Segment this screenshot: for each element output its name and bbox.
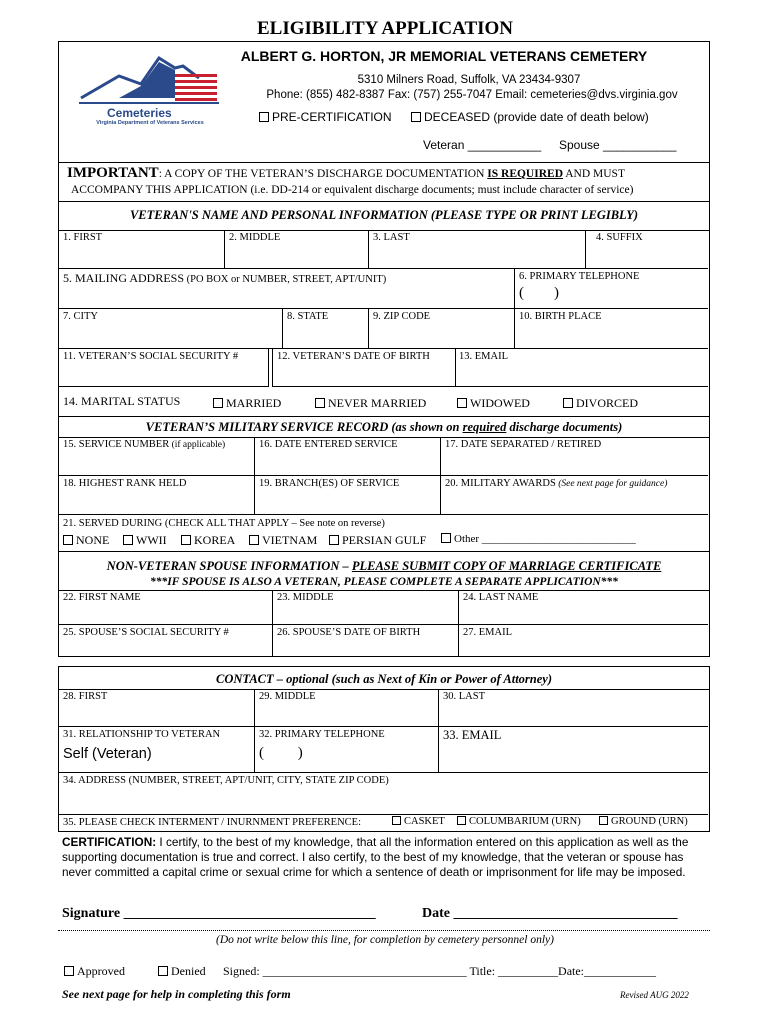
marital-divorced-option[interactable]	[563, 396, 638, 411]
spouse-middle-name-field[interactable]	[273, 590, 459, 625]
relationship-field[interactable]	[59, 727, 255, 773]
cemetery-address: 5310 Milners Road, Suffolk, VA 23434-9307	[357, 74, 581, 86]
cemetery-contact: Phone: (855) 482-8387 Fax: (757) 255-7047 Email: cemeteries@dvs.virginia.gov	[266, 89, 678, 101]
contact-last-name-label: 30. LAST	[443, 691, 485, 702]
contact-first-name-field[interactable]	[59, 689, 255, 727]
primary-telephone-label: 6. PRIMARY TELEPHONE	[519, 271, 640, 282]
date-entered-service-field[interactable]	[255, 437, 441, 476]
denied-option[interactable]	[158, 964, 206, 979]
date-separated-label: 17. DATE SEPARATED / RETIRED	[445, 439, 602, 450]
vietnam-label: VIETNAM	[262, 533, 318, 547]
highest-rank-label: 18. HIGHEST RANK HELD	[63, 478, 187, 489]
spouse-first-name-field[interactable]	[59, 590, 273, 625]
veteran-email-label: 13. EMAIL	[459, 351, 508, 362]
veteran-ssn-field[interactable]	[59, 349, 269, 387]
service-number-field[interactable]	[59, 437, 255, 476]
mailing-address-field[interactable]	[59, 269, 515, 309]
military-title-text: VETERAN’S MILITARY SERVICE RECORD (as shown on	[145, 420, 463, 434]
spouse-first-name-label: 22. FIRST NAME	[63, 592, 141, 603]
none-checkbox[interactable]	[63, 535, 73, 545]
contact-section	[58, 666, 710, 832]
logo-subtext: Virginia Department of Veterans Services	[96, 120, 204, 126]
branch-of-service-label: 19. BRANCH(ES) OF SERVICE	[259, 478, 400, 489]
important-required: IS REQUIRED	[487, 168, 563, 180]
spouse-title-text: NON-VETERAN SPOUSE INFORMATION –	[106, 559, 352, 573]
pre-certification-checkbox[interactable]	[259, 112, 269, 122]
served-during-label: 21. SERVED DURING (CHECK ALL THAT APPLY – See note on reverse)	[63, 518, 385, 529]
served-none-option[interactable]	[63, 533, 109, 548]
deceased-label: DECEASED (provide date of death below)	[424, 110, 649, 124]
divorced-checkbox[interactable]	[563, 398, 573, 408]
wwii-label: WWII	[136, 533, 167, 547]
spouse-email-label: 27. EMAIL	[463, 627, 512, 638]
military-section	[58, 416, 710, 552]
contact-section-title: CONTACT – optional (such as Next of Kin or Power of Attorney)	[215, 672, 553, 686]
vietnam-checkbox[interactable]	[249, 535, 259, 545]
ground-option[interactable]	[599, 816, 688, 827]
cemetery-name: ALBERT G. HORTON, JR MEMORIAL VETERANS CEMETERY	[240, 48, 648, 64]
marital-status-label: 14. MARITAL STATUS	[63, 394, 181, 408]
approved-label: Approved	[77, 964, 125, 978]
veteran-email-field[interactable]	[455, 349, 708, 387]
office-use-note: (Do not write below this line, for completion by cemetery personnel only)	[216, 934, 554, 946]
zip-code-label: 9. ZIP CODE	[373, 311, 431, 322]
mailing-address-note: (PO BOX or NUMBER, STREET, APT/UNIT)	[184, 274, 387, 285]
important-text: : A COPY OF THE VETERAN’S DISCHARGE DOCUMENTATION	[158, 168, 488, 180]
first-name-label: 1. FIRST	[63, 232, 103, 243]
spouse-ssn-label: 25. SPOUSE’S SOCIAL SECURITY #	[63, 627, 229, 638]
veteran-section	[58, 201, 710, 417]
korea-label: KOREA	[194, 533, 236, 547]
marital-widowed-option[interactable]	[457, 396, 530, 411]
approved-checkbox[interactable]	[64, 966, 74, 976]
contact-telephone-area-code: ( )	[259, 745, 303, 761]
city-label: 7. CITY	[63, 311, 98, 322]
military-awards-field[interactable]	[441, 476, 708, 515]
never-married-checkbox[interactable]	[315, 398, 325, 408]
spouse-last-name-field[interactable]	[459, 590, 708, 625]
pre-certification-label: PRE-CERTIFICATION	[272, 110, 392, 124]
contact-address-field[interactable]	[59, 773, 708, 815]
served-vietnam-option[interactable]	[249, 533, 317, 548]
branch-of-service-field[interactable]	[255, 476, 441, 515]
columbarium-checkbox[interactable]	[457, 816, 466, 825]
korea-checkbox[interactable]	[181, 535, 191, 545]
denied-checkbox[interactable]	[158, 966, 168, 976]
ground-label: GROUND (URN)	[611, 816, 688, 827]
widowed-label: WIDOWED	[470, 396, 530, 410]
page-title: ELIGIBILITY APPLICATION	[256, 18, 514, 39]
state-field[interactable]	[283, 309, 369, 349]
middle-name-field[interactable]	[225, 230, 369, 269]
served-persian-gulf-option[interactable]	[329, 533, 426, 548]
relationship-label: 31. RELATIONSHIP TO VETERAN	[63, 729, 221, 740]
signature-date-line[interactable]: Date ________________________________	[422, 906, 678, 921]
married-checkbox[interactable]	[213, 398, 223, 408]
spouse-dob-label: 26. SPOUSE’S DATE OF BIRTH	[277, 627, 421, 638]
office-signed-line[interactable]: Signed: __________________________________ Title: __________Date:____________	[223, 964, 657, 978]
interment-preference-label: 35. PLEASE CHECK INTERMENT / INURNMENT PREFERENCE:	[63, 817, 361, 828]
military-section-title	[59, 420, 709, 435]
zip-code-field[interactable]	[369, 309, 515, 349]
certification-body: I certify, to the best of my knowledge, that all the information entered on this application as well as the supporting documentation is true and correct. I also certify, to the best of my knowledge, that the veteran or spouse has never committed a capital crime or sexual crime for which a sentence of death or imprisonment for life may be imposed.	[62, 835, 689, 879]
certification-lead: CERTIFICATION:	[62, 835, 157, 849]
last-name-label: 3. LAST	[373, 232, 410, 243]
service-number-note: (if applicable)	[169, 440, 226, 450]
important-text-2: AND MUST	[563, 168, 625, 180]
last-name-field[interactable]	[369, 230, 585, 269]
denied-label: Denied	[171, 964, 206, 978]
city-field[interactable]	[59, 309, 283, 349]
middle-name-label: 2. MIDDLE	[229, 232, 281, 243]
none-label: NONE	[76, 533, 110, 547]
header-box	[58, 41, 710, 163]
divorced-label: DIVORCED	[576, 396, 638, 410]
veteran-deceased-date[interactable]: Veteran ___________	[423, 138, 542, 152]
important-line-1	[67, 165, 625, 182]
important-line-2: ACCOMPANY THIS APPLICATION (i.e. DD-214 or equivalent discharge documents; must include character of service)	[71, 184, 634, 196]
persian-gulf-label: PERSIAN GULF	[342, 533, 427, 547]
spouse-dob-field[interactable]	[273, 625, 459, 656]
casket-checkbox[interactable]	[392, 816, 401, 825]
contact-first-name-label: 28. FIRST	[63, 691, 108, 702]
veteran-dob-field[interactable]	[272, 349, 456, 387]
cemeteries-logo	[79, 50, 221, 128]
important-lead: IMPORTANT	[67, 165, 159, 181]
casket-option[interactable]	[392, 816, 445, 827]
contact-email-label: 33. EMAIL	[443, 728, 502, 742]
spouse-middle-name-label: 23. MIDDLE	[277, 592, 334, 603]
spouse-deceased-date[interactable]: Spouse ___________	[559, 138, 677, 152]
veteran-dob-label: 12. VETERAN’S DATE OF BIRTH	[277, 351, 430, 362]
veteran-section-title: VETERAN'S NAME AND PERSONAL INFORMATION (PLEASE TYPE OR PRINT LEGIBLY)	[129, 208, 639, 222]
contact-address-label: 34. ADDRESS (NUMBER, STREET, APT/UNIT, CITY, STATE ZIP CODE)	[63, 775, 389, 786]
suffix-field[interactable]	[585, 230, 708, 269]
signature-line[interactable]: Signature ____________________________________	[62, 906, 376, 921]
contact-telephone-field[interactable]	[255, 727, 439, 773]
logo-text: Cemeteries	[107, 106, 172, 120]
marital-married-option[interactable]	[213, 396, 281, 411]
spouse-title-underlined: PLEASE SUBMIT COPY OF MARRIAGE CERTIFICATE	[351, 559, 662, 573]
served-korea-option[interactable]	[181, 533, 235, 548]
telephone-area-code: ( )	[519, 285, 559, 301]
persian-gulf-checkbox[interactable]	[329, 535, 339, 545]
relationship-value: Self (Veteran)	[63, 746, 152, 762]
wwii-checkbox[interactable]	[123, 535, 133, 545]
deceased-option[interactable]	[411, 110, 649, 124]
casket-label: CASKET	[404, 816, 445, 827]
spouse-last-name-label: 24. LAST NAME	[463, 592, 539, 603]
other-label: Other ____________________________	[454, 533, 636, 545]
approved-option[interactable]	[64, 964, 125, 979]
primary-telephone-field[interactable]	[515, 269, 708, 309]
served-other-option[interactable]	[441, 533, 636, 545]
date-entered-service-label: 16. DATE ENTERED SERVICE	[259, 439, 398, 450]
contact-middle-name-label: 29. MIDDLE	[259, 691, 316, 702]
contact-last-name-field[interactable]	[439, 689, 708, 727]
marital-never-married-option[interactable]	[315, 396, 426, 411]
served-wwii-option[interactable]	[123, 533, 167, 548]
spouse-email-field[interactable]	[459, 625, 708, 656]
spouse-section	[58, 551, 710, 657]
married-label: MARRIED	[226, 396, 282, 410]
interment-preference-row	[63, 817, 361, 828]
veteran-ssn-label: 11. VETERAN’S SOCIAL SECURITY #	[63, 351, 239, 362]
mailing-address-label: 5. MAILING ADDRESS	[63, 271, 185, 285]
suffix-label: 4. SUFFIX	[596, 232, 643, 243]
contact-middle-name-field[interactable]	[255, 689, 439, 727]
never-married-label: NEVER MARRIED	[328, 396, 427, 410]
columbarium-label: COLUMBARIUM (URN)	[469, 816, 581, 827]
contact-telephone-label: 32. PRIMARY TELEPHONE	[259, 729, 385, 740]
spouse-section-subtitle: ***IF SPOUSE IS ALSO A VETERAN, PLEASE COMPLETE A SEPARATE APPLICATION***	[150, 576, 618, 588]
revision-date: Revised AUG 2022	[620, 990, 689, 1000]
dotted-divider	[58, 930, 710, 931]
other-checkbox[interactable]	[441, 533, 451, 543]
important-notice	[58, 162, 710, 202]
pre-certification-option[interactable]	[259, 110, 392, 124]
spouse-section-title	[59, 559, 709, 574]
service-number-label: 15. SERVICE NUMBER	[63, 439, 170, 450]
ground-checkbox[interactable]	[599, 816, 608, 825]
highest-rank-field[interactable]	[59, 476, 255, 515]
birth-place-label: 10. BIRTH PLACE	[519, 311, 602, 322]
birth-place-field[interactable]	[515, 309, 708, 349]
next-page-note: See next page for help in completing this form	[62, 987, 291, 1001]
date-separated-field[interactable]	[441, 437, 708, 476]
certification-text	[62, 835, 712, 880]
military-awards-note: (See next page for guidance)	[555, 479, 668, 489]
spouse-ssn-field[interactable]	[59, 625, 273, 656]
state-label: 8. STATE	[287, 311, 329, 322]
first-name-field[interactable]	[59, 230, 225, 269]
military-title-text-2: discharge documents)	[506, 420, 623, 434]
widowed-checkbox[interactable]	[457, 398, 467, 408]
military-title-required: required	[462, 420, 507, 434]
military-awards-label: 20. MILITARY AWARDS	[445, 478, 556, 489]
columbarium-option[interactable]	[457, 816, 581, 827]
contact-email-field[interactable]	[439, 727, 708, 773]
deceased-checkbox[interactable]	[411, 112, 421, 122]
